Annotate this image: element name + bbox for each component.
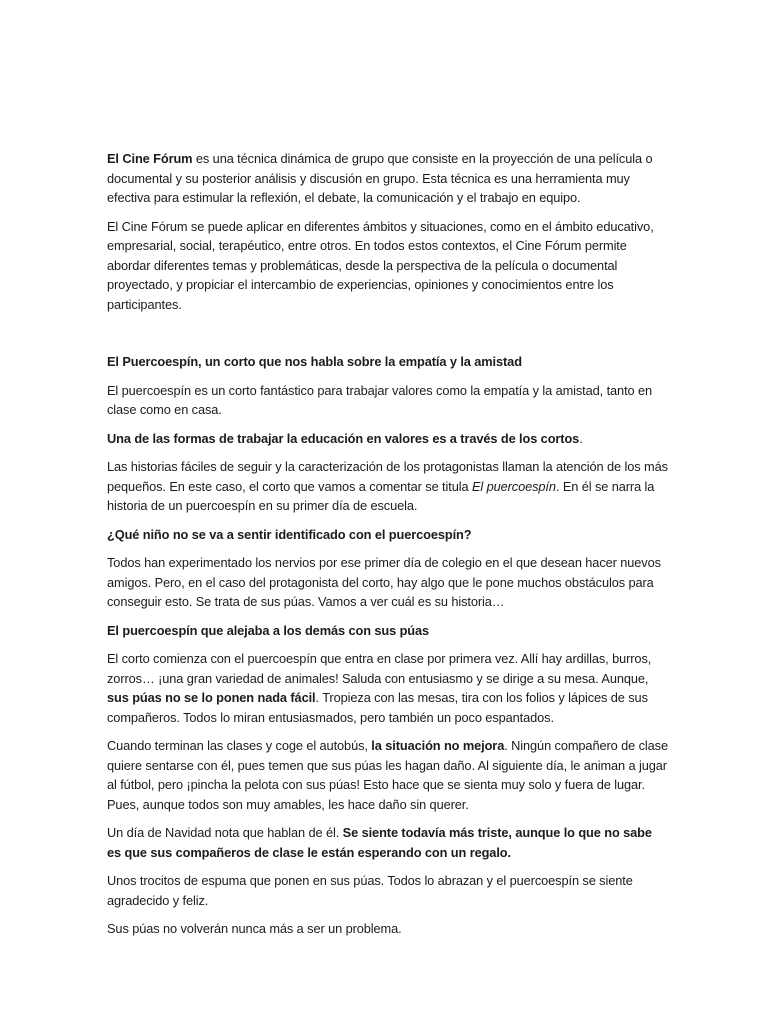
paragraph-scope: El Cine Fórum se puede aplicar en diferentes ámbitos y situaciones, como en el ámbito educativo, empresarial, social, terapéutico, entre otros. En todos estos contextos, el Cine Fórum permite abordar diferentes temas y problemáticas, desde la perspectiva de la película o documental proyectado, y propiciar el intercambio de experiencias, opiniones y conocimientos entre los participantes.	[107, 218, 654, 312]
bold-term: El Cine Fórum	[107, 151, 193, 166]
bold-text: sus púas no se lo ponen nada fácil	[107, 690, 316, 705]
paragraph-text	[107, 649, 668, 727]
paragraph-text	[107, 457, 668, 516]
paragraph-text	[107, 823, 668, 862]
text-run: Cuando terminan las clases y coge el autobús,	[107, 738, 372, 753]
bold-text: la situación no mejora	[371, 738, 505, 753]
paragraph-intro	[107, 149, 668, 208]
text-run: . En él se narra la historia de un puercoespín en su primer día de escuela.	[107, 478, 655, 513]
paragraph-text	[107, 736, 668, 814]
italic-title: El puercoespín	[471, 478, 556, 494]
paragraph-bold	[107, 429, 668, 449]
section-heading	[107, 621, 668, 641]
section-heading	[107, 352, 668, 372]
paragraph-text: Sus púas no volverán nunca más a ser un problema.	[107, 921, 402, 936]
paragraph-text: es una técnica dinámica de grupo que consiste en la proyección de una película o documental y su posterior análisis y discusión en grupo. Esta técnica es una herramienta muy efectiva para estimular la reflexión, el debate, la comunicación y el trabajo en equipo.	[107, 151, 653, 205]
text-run: El corto comienza con el puercoespín que entra en clase por primera vez. Allí hay ardillas, burros, zorros… ¡una gran variedad de animales! Saluda con entusiasmo y se dirige a su mesa. Aunque,	[107, 651, 652, 686]
text-run: Las historias fáciles de seguir y la caracterización de los protagonistas llaman la atención de los más pequeños. En este caso, el corto que vamos a comentar se titula	[107, 459, 668, 494]
paragraph-text: El puercoespín es un corto fantástico para trabajar valores como la empatía y la amistad, tanto en clase como en casa.	[107, 382, 653, 417]
heading-text: El Puercoespín, un corto que nos habla sobre la empatía y la amistad	[107, 354, 522, 369]
section-heading	[107, 525, 668, 545]
bold-text: Se siente todavía más triste, aunque lo que no sabe es que sus compañeros de clase le están esperando con un regalo.	[107, 825, 652, 860]
text-run: Un día de Navidad nota que hablan de él.	[107, 825, 343, 840]
paragraph-text: Todos han experimentado los nervios por ese primer día de colegio en el que desean hacer nuevos amigos. Pero, en el caso del protagonista del corto, hay algo que le pone muchos obstáculos para conseguir esto. Se trata de sus púas. Vamos a ver cuál es su historia…	[107, 555, 661, 609]
bold-text: Una de las formas de trabajar la educación en valores es a través de los cortos	[107, 430, 580, 446]
heading-text: ¿Qué niño no se va a sentir identificado con el puercoespín?	[107, 526, 472, 542]
text-run: . Tropieza con las mesas, tira con los folios y lápices de sus compañeros. Todos lo miran entusiasmados, pero también un poco espantados.	[107, 690, 648, 725]
text-run: . Ningún compañero de clase quiere sentarse con él, pues temen que sus púas les hagan daño. Al siguiente día, le animan a jugar al fútbol, pero ¡pincha la pelota con sus púas! Esto hace que se sienta muy solo y fuera de lugar. Pues, aunque todos son muy amables, les hace daño sin querer.	[107, 738, 668, 812]
paragraph-text: Unos trocitos de espuma que ponen en sus púas. Todos lo abrazan y el puercoespín se siente agradecido y feliz.	[107, 873, 633, 908]
period: .	[579, 430, 583, 446]
heading-text: El puercoespín que alejaba a los demás con sus púas	[107, 622, 430, 638]
